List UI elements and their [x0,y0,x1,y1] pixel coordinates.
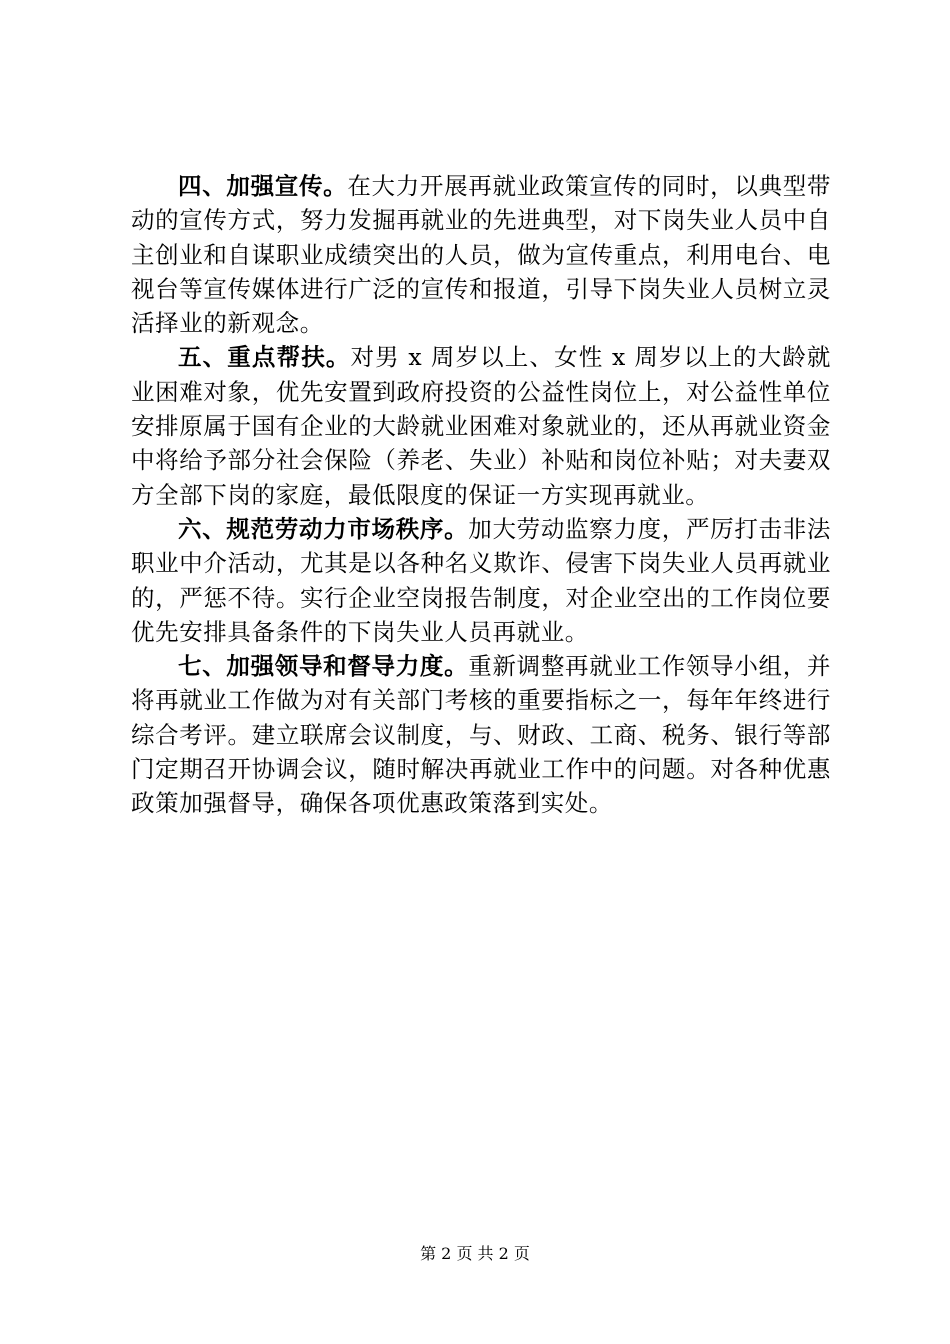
section-heading: 六、规范劳动力市场秩序。 [178,514,469,543]
paragraph-section-5 [131,340,831,511]
section-heading: 五、重点帮扶。 [178,343,351,372]
section-heading: 七、加强领导和督导力度。 [178,652,469,681]
paragraph-section-6 [131,512,831,649]
document-body [131,169,831,821]
paragraph-text: 在大力开展再就业政策宣传的同时，以典型带动的宣传方式，努力发掘再就业的先进典型，对下岗失业人员中自主创业和自谋职业成绩突出的人员，做为宣传重点，利用电台、电视台等宣传媒体进行广泛的宣传和报道，引导下岗失业人员树立灵活择业的新观念。 [131,172,832,338]
paragraph-section-7 [131,649,831,820]
paragraph-text: 重新调整再就业工作领导小组，并将再就业工作做为对有关部门考核的重要指标之一，每年年终进行综合考评。建立联席会议制度，与、财政、工商、税务、银行等部门定期召开协调会议，随时解决再就业工作中的问题。对各种优惠政策加强督导，确保各项优惠政策落到实处。 [131,652,832,818]
page-number-footer: 第 2 页 共 2 页 [420,1244,530,1263]
section-heading: 四、加强宣传。 [178,172,348,200]
paragraph-text: 加大劳动监察力度，严厉打击非法职业中介活动，尤其是以各种名义欺诈、侵害下岗失业人员再就业的，严惩不待。实行企业空岗报告制度，对企业空出的工作岗位要优先安排具备条件的下岗失业人员再就业。 [131,514,832,646]
paragraph-text: 对男 x 周岁以上、女性 x 周岁以上的大龄就业困难对象，优先安置到政府投资的公益性岗位上，对公益性单位安排原属于国有企业的大龄就业困难对象就业的，还从再就业资金中将给予部分社会保险（养老、失业）补贴和岗位补贴；对夫妻双方全部下岗的家庭，最低限度的保证一方实现再就业。 [131,343,832,509]
paragraph-section-4 [131,169,831,340]
